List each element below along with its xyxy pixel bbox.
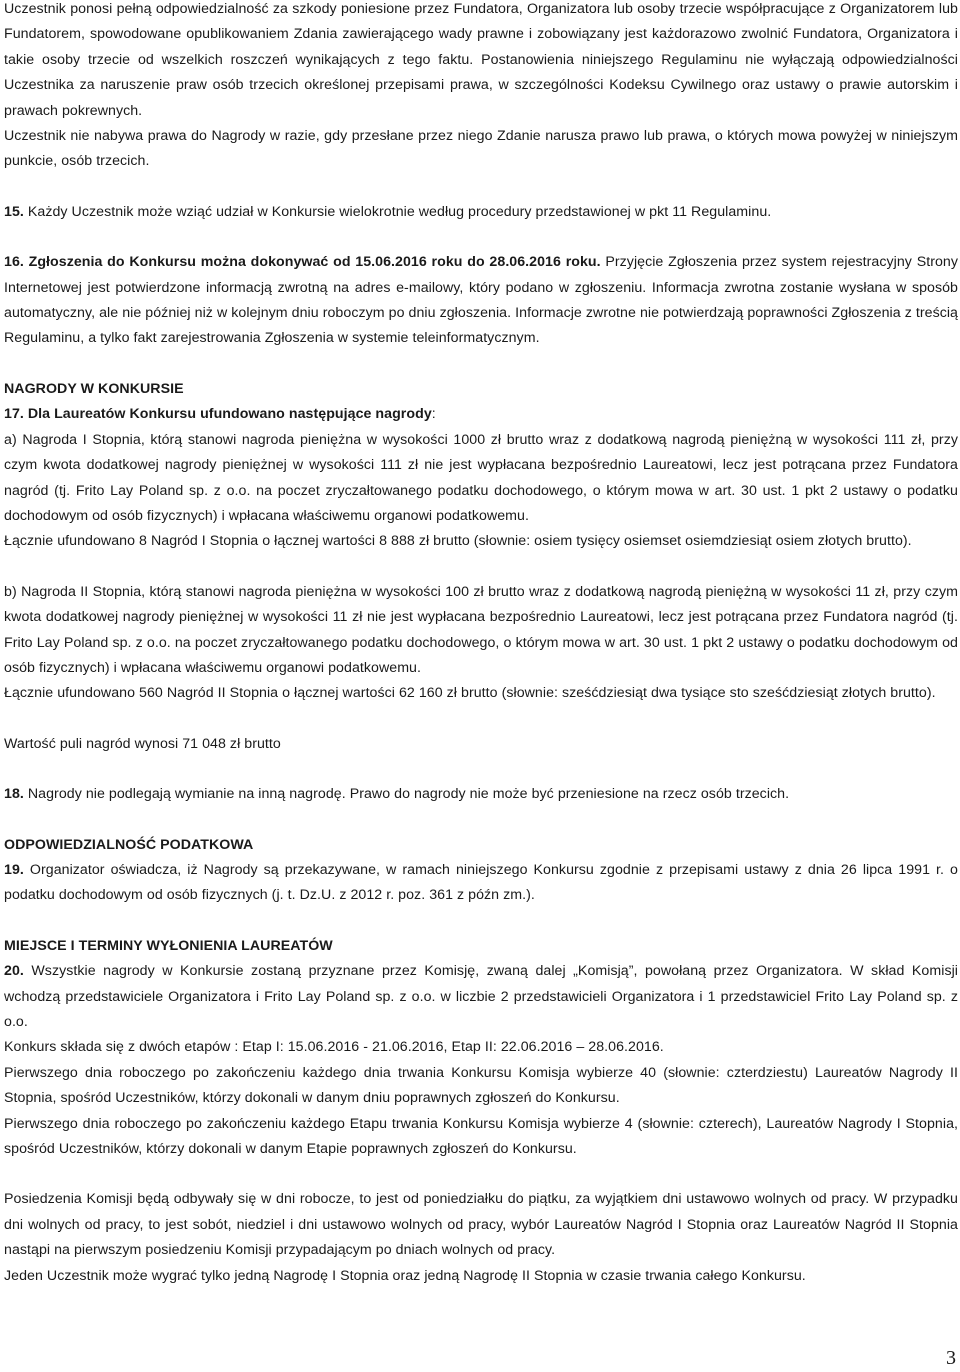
paragraph-18: 18. Nagrody nie podlegają wymianie na inną nagrodę. Prawo do nagrody nie może być przeniesione na rzecz osób trzecich. [4,786,790,803]
paragraph-17a-total: Łącznie ufundowano 8 Nagród I Stopnia o łącznej wartości 8 888 zł brutto (słownie: osiem tysięcy osiemset osiemdziesiąt osiem złotych brutto). [4,533,912,550]
heading-nagrody: NAGRODY W KONKURSIE [4,380,184,397]
paragraph-20-first-degree: Pierwszego dnia roboczego po zakończeniu każdego Etapu trwania Konkursu Komisja wybierze 4 (słownie: czterech), Laureatów Nagrody I Stopnia, spośród Uczestników, którzy dokonali w danym Etapie poprawnych zgłoszeń do Konkursu. [4,1115,958,1158]
paragraph-17a: a) Nagroda I Stopnia, którą stanowi nagroda pieniężna w wysokości 1000 zł brutto wraz z dodatkową nagrodą pieniężną w wysokości 111 zł, przy czym kwota dodatkowej nagrody pieniężnej w wysokości 111 zł nie jest wypłacana bezpośrednio Laureatowi, lecz jest potrącana przez Fundatora nagród (tj. Frito Lay Poland sp. z o.o. na poczet zryczałtowanego podatku dochodowego, o którym mowa w art. 30 ust. 1 pkt 2 ustawy o podatku dochodowym od osób fizycznych) i wpłacana właściwemu organowi podatkowemu. [4,431,958,524]
document-page [4,0,958,1289]
paragraph-17-intro: 17. Dla Laureatów Konkursu ufundowano następujące nagrody: [4,406,436,423]
paragraph-liability: Uczestnik ponosi pełną odpowiedzialność za szkody poniesione przez Fundatora, Organizatora lub osoby trzecie współpracujące z Organizatorem lub Fundatorem, spowodowane opublikowaniem Zdania zawierającego wady prawne i zobowiązany jest każdorazowo zwolnić Fundatora, Organizatora i takie osoby trzecie od wszelkich roszczeń wynikających z tego faktu. Postanowienia niniejszego Regulaminu nie wyłączają odpowiedzialności Uczestnika za naruszenie praw osób trzecich określonej przepisami prawa, w szczególności Kodeksu Cywilnego oraz ustawy o prawie autorskim i prawach pokrewnych. [4,1,958,119]
paragraph-15: 15. Każdy Uczestnik może wziąć udział w Konkursie wielokrotnie według procedury przedstawionej w pkt 11 Regulaminu. [4,203,772,220]
paragraph-16: 16. Zgłoszenia do Konkursu można dokonywać od 15.06.2016 roku do 28.06.2016 roku. Przyjęcie Zgłoszenia przez system rejestracyjny Strony Internetowej jest potwierdzone informacją zwrotną na adres e-mailowy, który podano w zgłoszeniu. Informacja zwrotna zostanie wysłana w sposób automatyczny, ale nie później niż w kolejnym dniu roboczym po dniu zgłoszenia. Informacje zwrotne nie potwierdzają poprawności Zgłoszenia z treścią Regulaminu, a tylko fakt zarejestrowania Zgłoszenia w systemie teleinformatycznym. [4,254,958,347]
paragraph-20-second-degree: Pierwszego dnia roboczego po zakończeniu każdego dnia trwania Konkursu Komisja wybierze 40 (słownie: czterdziestu) Laureatów Nagrody II Stopnia, spośród Uczestników, którzy dokonali w danym dniu poprawnych zgłoszeń do Konkursu. [4,1064,958,1107]
heading-miejsce: MIEJSCE I TERMINY WYŁONIENIA LAUREATÓW [4,937,333,954]
paragraph-17b-total: Łącznie ufundowano 560 Nagród II Stopnia o łącznej wartości 62 160 zł brutto (słownie: sześćdziesiąt dwa tysiące sto sześćdziesiąt złotych brutto). [4,685,936,702]
paragraph-19: 19. Organizator oświadcza, iż Nagrody są przekazywane, w ramach niniejszego Konkursu zgodnie z przepisami ustawy z dnia 26 lipca 1991 r. o podatku dochodowym od osób fizycznych (j. t. Dz.U. z 2012 r. poz. 361 z późn zm.). [4,861,958,904]
paragraph-prize-pool: Wartość puli nagród wynosi 71 048 zł brutto [4,735,281,752]
page-number: 3 [946,1347,956,1369]
paragraph-one-prize: Jeden Uczestnik może wygrać tylko jedną Nagrodę I Stopnia oraz jedną Nagrodę II Stopnia w czasie trwania całego Konkursu. [4,1267,806,1284]
paragraph-20: 20. Wszystkie nagrody w Konkursie zostaną przyznane przez Komisję, zwaną dalej „Komisją”, powołaną przez Organizatora. W skład Komisji wchodzą przedstawiciele Organizatora i Frito Lay Poland sp. z o.o. w liczbie 2 przedstawicieli Organizatora i 1 przedstawiciel Frito Lay Poland sp. z o.o. [4,963,958,1030]
paragraph-17b: b) Nagroda II Stopnia, którą stanowi nagroda pieniężna w wysokości 100 zł brutto wraz z dodatkową nagrodą pieniężną w wysokości 11 zł, przy czym kwota dodatkowej nagrody pieniężnej w wysokości 11 zł nie jest wypłacana bezpośrednio Laureatowi, lecz jest potrącana przez Fundatora nagród (tj. Frito Lay Poland sp. z o.o. na poczet zryczałtowanego podatku dochodowego, o którym mowa w art. 30 ust. 1 pkt 2 ustawy o podatku dochodowym od osób fizycznych) i wpłacana właściwemu organowi podatkowemu. [4,583,958,676]
paragraph-20-stages: Konkurs składa się z dwóch etapów : Etap I: 15.06.2016 - 21.06.2016, Etap II: 22.06.2016 – 28.06.2016. [4,1039,664,1056]
paragraph-no-prize-right: Uczestnik nie nabywa prawa do Nagrody w razie, gdy przesłane przez niego Zdanie narusza prawo lub prawa, o których mowa powyżej w niniejszym punkcie, osób trzecich. [4,128,958,170]
heading-podatek: ODPOWIEDZIALNOŚĆ PODATKOWA [4,836,254,853]
paragraph-meetings: Posiedzenia Komisji będą odbywały się w dni robocze, to jest od poniedziałku do piątku, za wyjątkiem dni ustawowo wolnych od pracy. W przypadku dni wolnych od pracy, to jest sobót, niedziel i dni ustawowo wolnych od pracy, wybór Laureatów Nagród I Stopnia oraz Laureatów Nagród II Stopnia nastąpi na pierwszym posiedzeniu Komisji przypadającym po dniach wolnych od pracy. [4,1191,958,1259]
